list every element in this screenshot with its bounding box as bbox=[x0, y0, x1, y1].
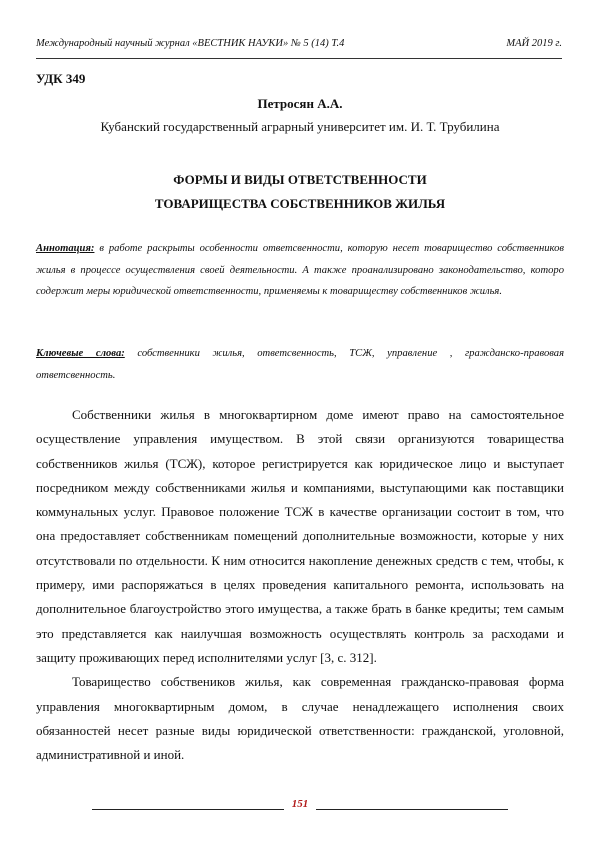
article-body bbox=[36, 403, 564, 767]
page-footer bbox=[92, 798, 508, 810]
title-line-2: ТОВАРИЩЕСТВА СОБСТВЕННИКОВ ЖИЛЬЯ bbox=[154, 196, 446, 211]
author-affiliation: Кубанский государственный аграрный университет им. И. Т. Трубилина bbox=[100, 119, 500, 134]
keywords-text: собственники жилья, ответсвенность, ТСЖ, управление , гражданско-правовая ответсвенность. bbox=[36, 348, 564, 381]
footer-rule-right bbox=[316, 799, 508, 810]
page-number: 151 bbox=[291, 798, 309, 810]
body-paragraph-1: Собственники жилья в многоквартирном доме имеют право на самостоятельное осуществление управления имуществом. В этой связи организуются товарищества собственников жилья (ТСЖ), которое регистрируется как юридическое лицо и выступает посредником между собственниками жилья и компаниями, выступающими как поставщики коммунальных услуг. Правовое положение ТСЖ в качестве организации состоит в том, что она предоставляет собственникам помещений дополнительные возможности, которые у них отсутствовали по отдельности. К ним относится накопление денежных средств с тем, чтобы, к примеру, ими распоряжаться в целях проведения капитального ремонта, использовать на дополнительное благоустройство этого имущества, а также брать в банке кредиты; тем самым это представляется как наилучшая возможность осуществлять контроль за расходами и защиту проживающих перед исполнителями услуг [3, с. 312]. bbox=[36, 407, 564, 665]
body-paragraph-2: Товарищество собствеников жилья, как современная гражданско-правовая форма управления многоквартирным домом, в случае ненадлежащего исполнения своих обязанностей несет разные виды юридической ответственности: гражданской, уголовной, административной и иной. bbox=[36, 674, 564, 763]
title-line-1: ФОРМЫ И ВИДЫ ОТВЕТСТВЕННОСТИ bbox=[173, 172, 427, 187]
journal-name: Международный научный журнал «ВЕСТНИК НАУКИ» № 5 (14) Т.4 bbox=[36, 38, 345, 49]
footer-rule-left bbox=[92, 799, 284, 810]
abstract bbox=[36, 238, 564, 303]
udk-code: УДК 349 bbox=[36, 71, 86, 86]
keywords-label: Ключевые слова: bbox=[36, 348, 125, 359]
keywords bbox=[36, 343, 564, 386]
running-header bbox=[36, 38, 562, 49]
abstract-label: Аннотация: bbox=[36, 243, 95, 254]
abstract-text: в работе раскрыты особенности ответсвенности, которую несет товарищество собственников жилья в процессе осуществления своей деятельности. А также проанализировано законодательство, которо содержит меры юридической ответственности, применяемы к товариществу собственников жилья. bbox=[36, 243, 564, 297]
issue-date: МАЙ 2019 г. bbox=[506, 38, 562, 49]
article-title bbox=[0, 168, 600, 216]
author-name: Петросян А.А. bbox=[257, 96, 343, 111]
header-divider bbox=[36, 58, 562, 59]
